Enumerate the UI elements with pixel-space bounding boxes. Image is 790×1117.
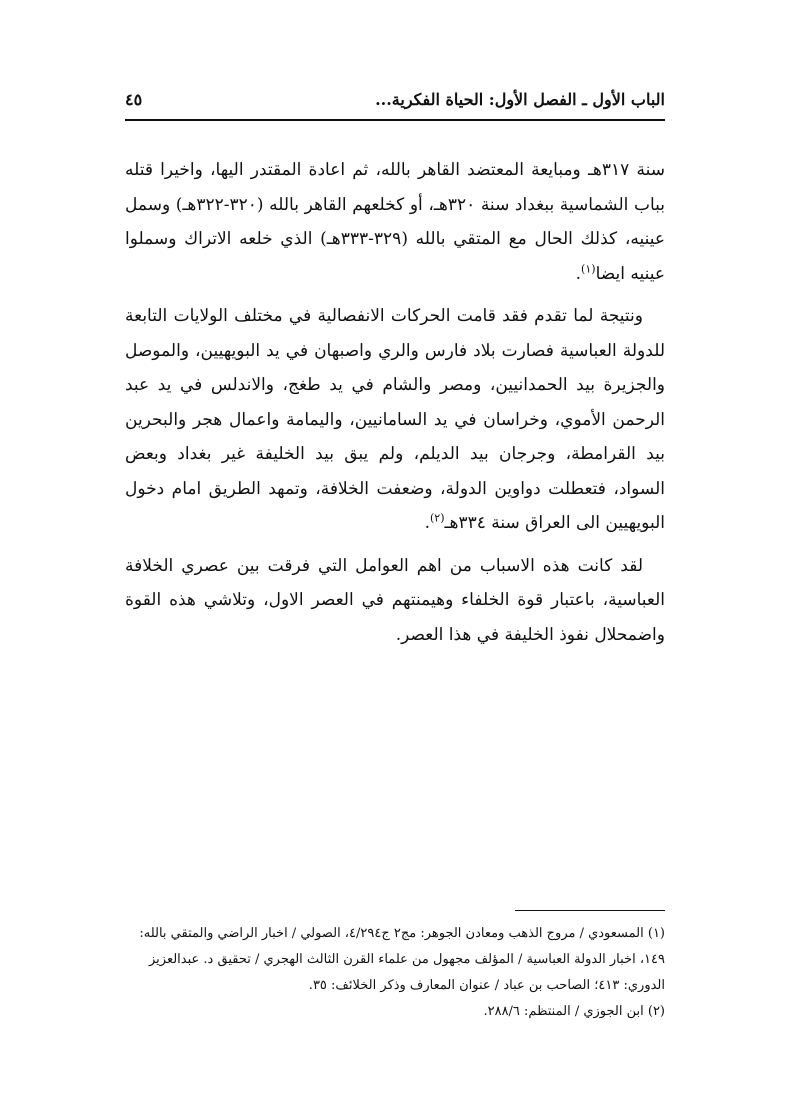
footnotes xyxy=(125,921,665,1025)
paragraph-2-text: ونتيجة لما تقدم فقد قامت الحركات الانفصالية في مختلف الولايات التابعة للدولة العباسية فصارت بلاد فارس والري واصبهان في يد البويهيين، والموصل والجزيرة بيد الحمدانيين، ومصر والشام في يد طغج، والاندلس في يد عبد الرحمن الأموي، وخراسان في يد السامانيين، واليمامة واعمال هجر والبحرين بيد القرامطة، وجرجان بيد الديلم، ولم يبق بيد الخليفة غير بغداد وبعض السواد، فتعطلت دواوين الدولة، وضعفت الخلافة، وتمهد الطريق امام دخول البويهيين الى العراق سنة ٣٣٤هـ xyxy=(125,306,665,533)
footnote-ref-2: (٢) xyxy=(429,511,445,525)
header-rule xyxy=(125,119,665,121)
footnote-1: (١) المسعودي / مروج الذهب ومعادن الجوهر: مج٢ ج٤/٢٩٤، الصولي / اخبار الراضي والمتقي بالله: ١٤٩، اخبار الدولة العباسية / المؤلف مجهول من علماء القرن الثالث الهجري / تحقيق د. عبدالعزيز الدوري: ٤١٣؛ الصاحب بن عباد / عنوان المعارف وذكر الخلائف: ٣٥. xyxy=(139,926,665,993)
paragraph-3 xyxy=(125,549,665,653)
running-title: الباب الأول ـ الفصل الأول: الحياة الفكرية... xyxy=(375,89,665,109)
paragraph-1-text: سنة ٣١٧هـ ومبايعة المعتضد القاهر بالله، ثم اعادة المقتدر اليها، واخيرا قتله بباب الشماسية ببغداد سنة ٣٢٠هـ، أو كخلعهم القاهر بالله (٣٢٠-٣٢٢هـ) وسمل عينيه، كذلك الحال مع المتقي بالله (٣٢٩-٣٣٣هـ) الذي خلعه الاتراك وسملوا عينيه ايضا xyxy=(125,160,665,284)
paragraph-2: ونتيجة لما تقدم فقد قامت الحركات الانفصالية في مختلف الولايات التابعة للدولة العباسية فصارت بلاد فارس والري واصبهان في يد البويهيين، والموصل والجزيرة بيد الحمدانيين، ومصر والشام في يد طغج، والاندلس في يد عبد الرحمن الأموي، وخراسان في يد السامانيين، واليمامة واعمال هجر والبحرين بيد القرامطة، وجرجان بيد الديلم، ولم يبق بيد الخليفة غير بغداد وبعض السواد، فتعطلت دواوين الدولة، وضعفت الخلافة، وتمهد الطريق امام دخول البويهيين الى العراق سنة ٣٣٤هـ$^{(٢)}$. xyxy=(125,306,665,533)
paragraph-1: سنة ٣١٧هـ ومبايعة المعتضد القاهر بالله، ثم اعادة المقتدر اليها، واخيرا قتله بباب الشماسية ببغداد سنة ٣٢٠هـ، أو كخلعهم القاهر بالله (٣٢٠-٣٢٢هـ) وسمل عينيه، كذلك الحال مع المتقي بالله (٣٢٩-٣٣٣هـ) الذي خلعه الاتراك وسملوا عينيه ايضا$^{(١)}$. xyxy=(125,160,665,284)
page-number: ٤٥ xyxy=(125,89,143,109)
footnote-2: (٢) ابن الجوزي / المنتظم: ٢٨٨/٦. xyxy=(483,1004,665,1019)
footnote-separator xyxy=(515,910,665,911)
body-text xyxy=(125,153,665,660)
paragraph-3-text: لقد كانت هذه الاسباب من اهم العوامل التي فرقت بين عصري الخلافة العباسية، باعتبار قوة الخلفاء وهيمنتهم في العصر الاول، وتلاشي هذه القوة واضمحلال نفوذ الخليفة في هذا العصر. xyxy=(125,555,665,645)
running-header xyxy=(125,84,665,114)
footnote-ref-1: (١) xyxy=(581,261,596,275)
